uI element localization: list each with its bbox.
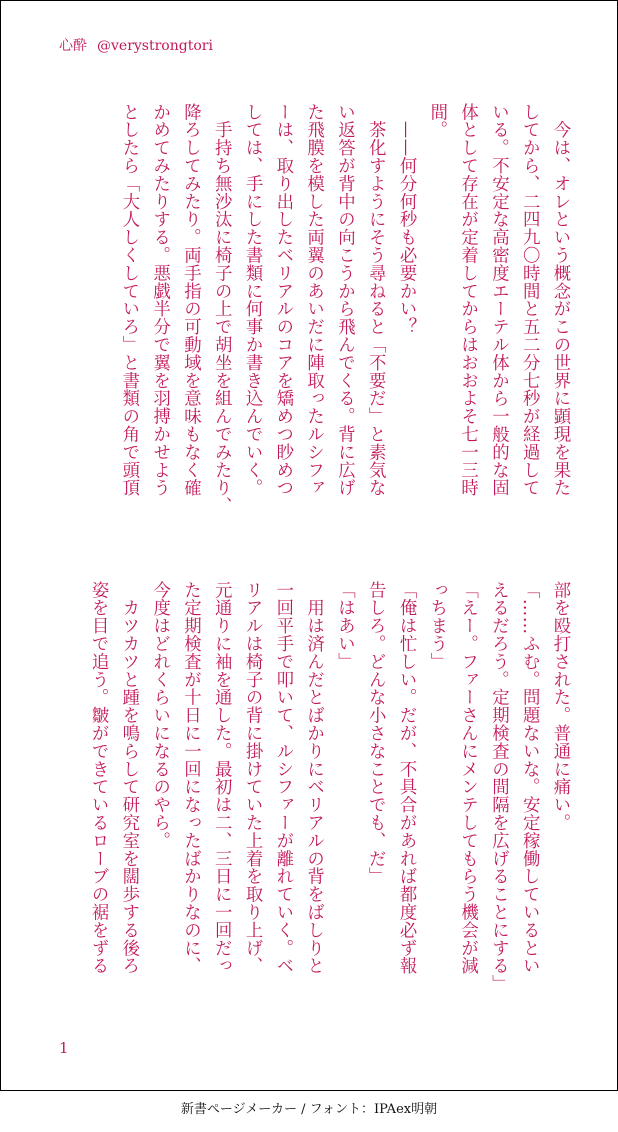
text-line: してから、二四九〇時間と五二分七秒が経過して	[519, 103, 540, 497]
text-block-bottom	[82, 581, 575, 1001]
text-line: としたら「大人しくしていろ」と書類の角で頭頂	[118, 103, 139, 497]
text-line: っちまう」	[426, 581, 447, 671]
text-line: た定期検査が十日に一回になったばかりなのに、	[180, 581, 201, 975]
text-line: 手持ち無沙汰に椅子の上で胡坐を組んでみたり、	[211, 103, 232, 515]
text-line: 告しろ。どんな小さなことでも、だ」	[365, 581, 386, 886]
text-line: カツカツと踵を鳴らして研究室を闊歩する後ろ	[118, 581, 139, 975]
text-line: ーは、取り出したベリアルのコアを矯めつ眇めつ	[272, 103, 293, 497]
footer-credit: 新書ページメーカー / フォント：IPAex明朝	[180, 1102, 438, 1117]
text-line: た飛膜を模した両翼のあいだに陣取ったルシファ	[303, 103, 324, 497]
text-line: しては、手にした書類に何事か書き込んでいく。	[242, 103, 263, 497]
text-line: いる。不安定な高密度エーテル体から一般的な固	[488, 103, 509, 497]
text-line: 「俺は忙しい。だが、不具合があれば都度必ず報	[396, 581, 417, 975]
text-line: リアルは椅子の背に掛けていた上着を取り上げ、	[242, 581, 263, 975]
author-handle: @verystrongtori	[97, 38, 213, 54]
text-line: 一回平手で叩いて、ルシファーが離れていく。ベ	[272, 581, 293, 975]
text-line: 「はあい」	[334, 581, 355, 671]
text-line: 「えー。ファーさんにメンテしてもらう機会が減	[457, 581, 478, 975]
text-line: 降ろしてみたり。両手指の可動域を意味もなく確	[180, 103, 201, 497]
text-line: 茶化すようにそう尋ねると「不要だ」と素気な	[365, 103, 386, 497]
text-line: えるだろう。定期検査の間隔を広げることにする」	[488, 581, 509, 993]
page-header	[59, 35, 213, 55]
text-block-top	[113, 103, 575, 523]
text-line: 用は済んだとばかりにベリアルの背をばしりと	[303, 581, 324, 975]
text-line: 今度はどれくらいになるのやら。	[149, 581, 170, 850]
text-line: 部を殴打された。普通に痛い。	[550, 581, 570, 832]
text-line: 今は、オレという概念がこの世界に顕現を果た	[550, 103, 570, 497]
text-line: 間。	[426, 103, 447, 139]
text-line: 「……ふむ。問題ないな。安定稼働しているとい	[519, 581, 540, 975]
text-line: 体として存在が定着してからはおおよそ七一三時	[457, 103, 478, 497]
text-line: 姿を目で追う。皺ができているローブの裾をずる	[88, 581, 109, 975]
text-line: い返答が背中の向こうから飛んでくる。背に広げ	[334, 103, 355, 497]
page-number: 1	[59, 1039, 69, 1057]
text-line: 元通りに袖を通した。最初は二、三日に一回だっ	[211, 581, 232, 975]
text-line: ——何分何秒も必要かい？	[396, 103, 417, 336]
text-line: かめてみたりする。悪戯半分で翼を羽搏かせよう	[149, 103, 170, 497]
story-title: 心酔	[59, 38, 87, 54]
